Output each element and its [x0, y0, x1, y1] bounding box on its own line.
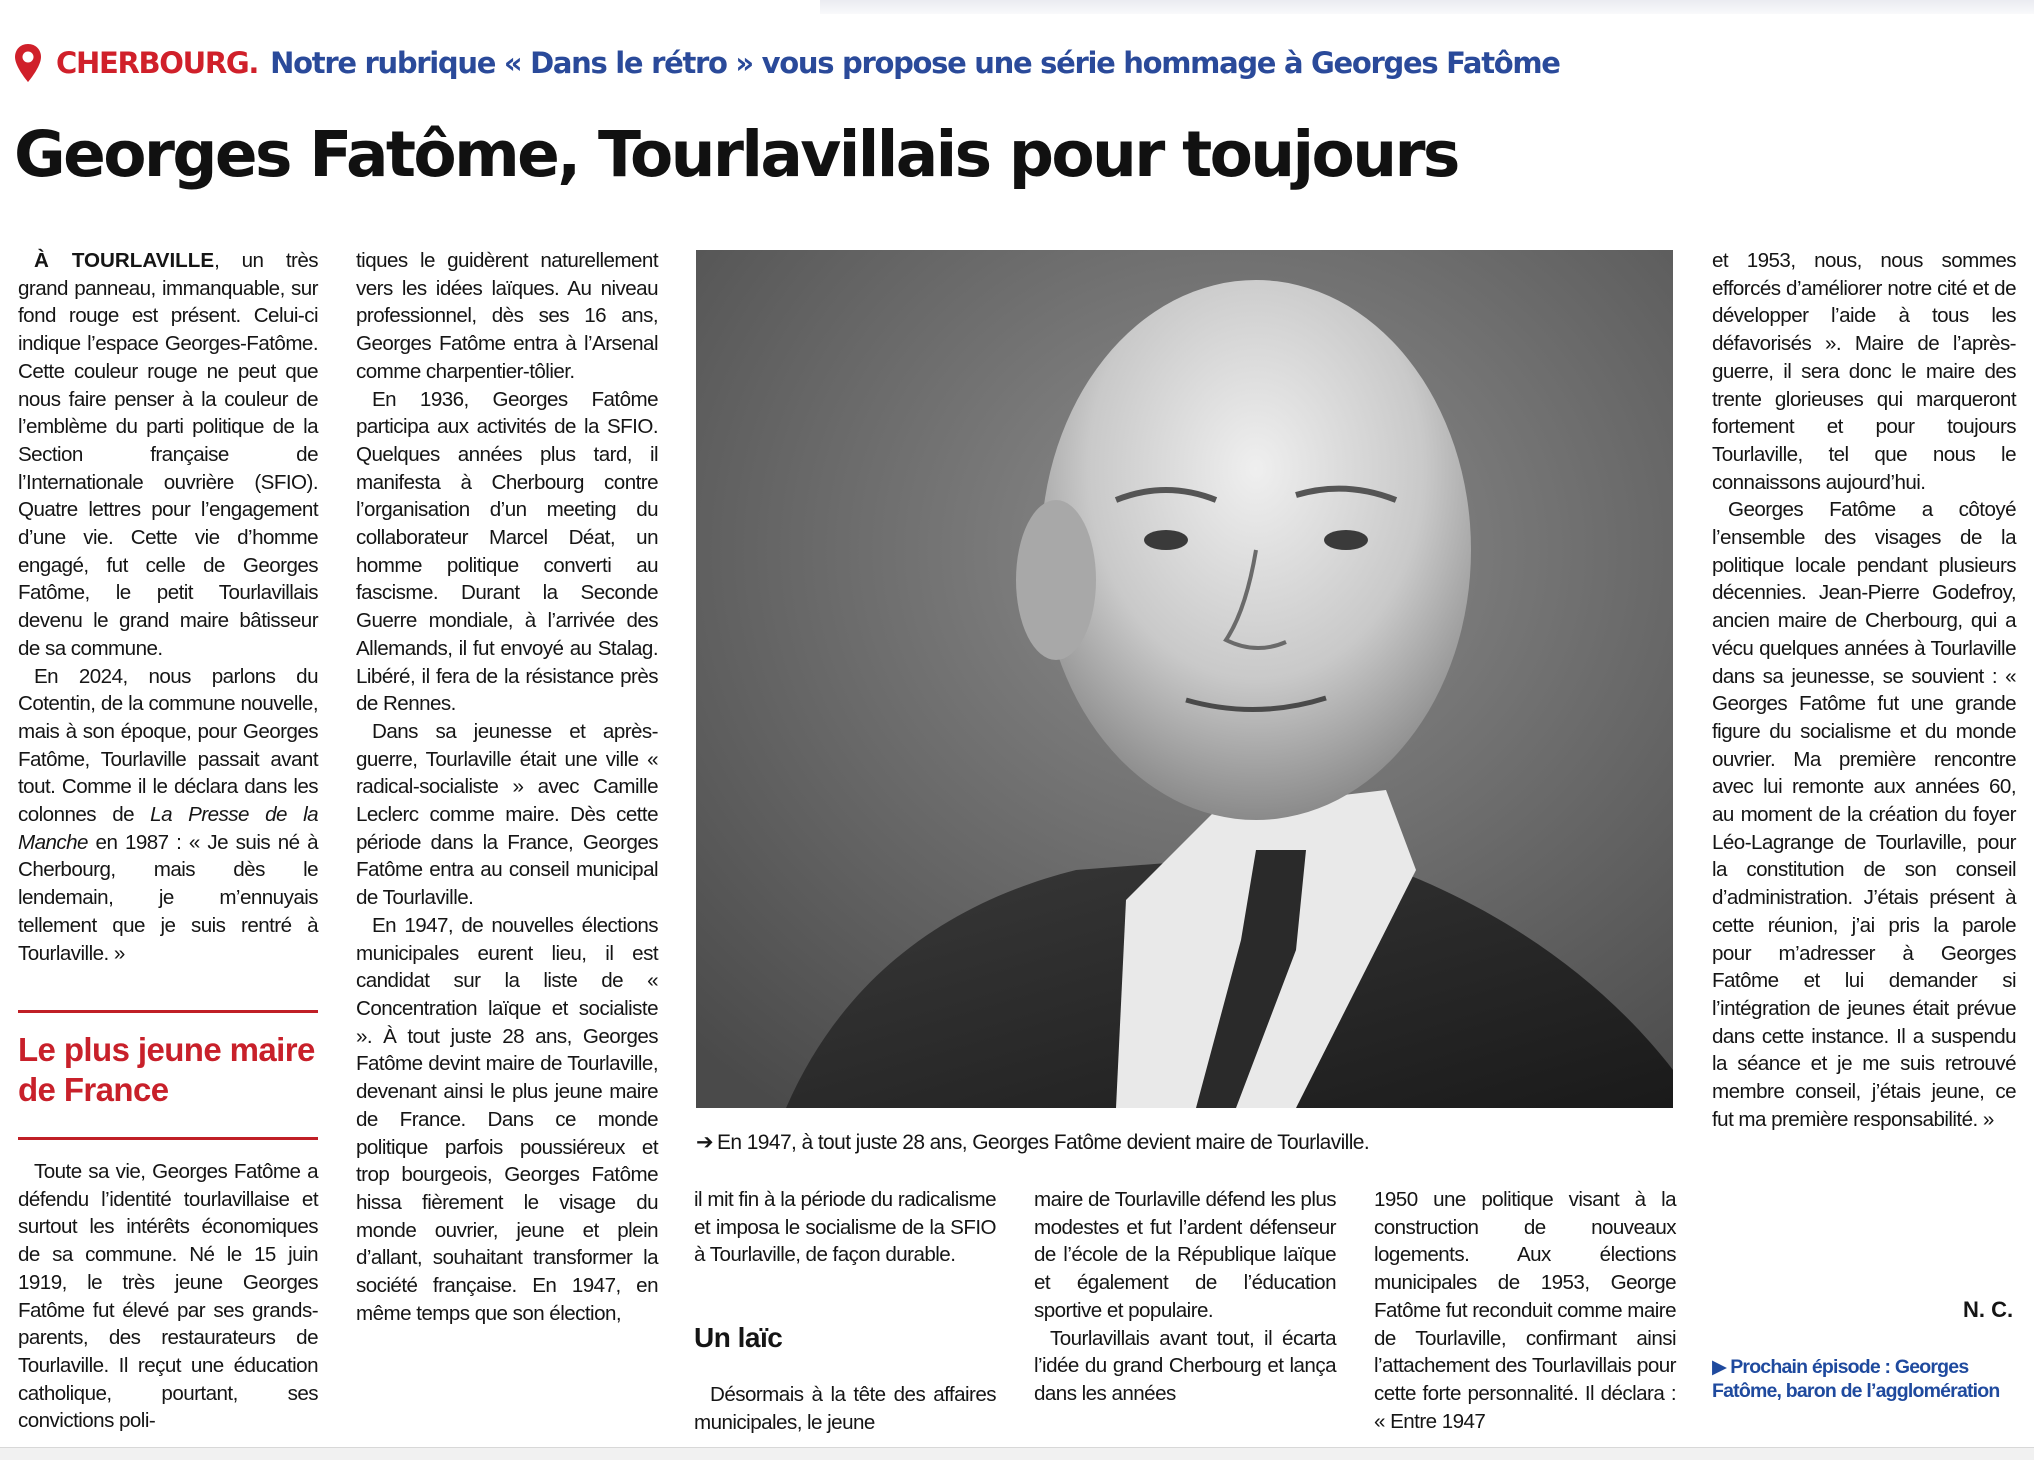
location-pin-icon [14, 43, 42, 83]
paragraph: En 1936, Georges Fatôme participa aux activités de la SFIO. Quelques années plus tard, il manifesta à Cherbourg contre l’organisation d’un meeting du collaborateur Marcel Déat, un homme politique converti au fascisme. Durant la Seconde Guerre mondiale, à l’arrivée des Allemands, il fut envoyé au Stalag. Libéré, il fera de la résistance près de Rennes. [356, 387, 658, 716]
paragraph: Désormais à la tête des affaires municipales, le jeune [694, 1383, 996, 1434]
paragraph [18, 247, 318, 663]
article-column-4 [1034, 1186, 1336, 1408]
paragraph: 1950 une politique visant à la construction de nouveaux logements. Aux élections municipales de 1953, George Fatôme fut reconduit comme maire de Tourlaville, confirmant ainsi l’attachement des Tourlavillais pour cette forte personnalité. Il déclara : « Entre 1947 [1374, 1188, 1676, 1433]
next-episode-text: Prochain épisode : Georges Fatôme, baron de l’agglomération [1712, 1356, 2000, 1402]
arrow-right-icon: ➔ [696, 1131, 713, 1154]
author-signature: N. C. [1963, 1297, 2014, 1322]
paragraph: tiques le guidèrent naturellement vers les idées laïques. Au niveau professionnel, dès ses 16 ans, Georges Fatôme entra à l’Arsenal comme charpentier-tôlier. [356, 249, 658, 383]
article-column-3 [694, 1186, 996, 1269]
paragraph: Tourlavillais avant tout, il écarta l’idée du grand Cherbourg et lança dans les années [1034, 1326, 1336, 1405]
bleed-through-strip [820, 0, 2034, 14]
article-column-1-continued [18, 1158, 318, 1435]
article-column-3-continued [694, 1381, 996, 1436]
paragraph: Dans sa jeunesse et après-guerre, Tourlaville était une ville « radical-socialiste » avec Camille Leclerc comme maire. Dès cette période dans la France, Georges Fatôme entra au conseil municipal de Tourlaville. [356, 719, 658, 910]
paragraph-text: En 2024, nous parlons du Cotentin, de la commune nouvelle, mais à son époque, pour Georges Fatôme, Tourlaville passait avant tout. Comme il le déclara dans les colonnes de [18, 664, 318, 827]
crosshead: Un laïc [694, 1322, 783, 1353]
next-episode-teaser [1712, 1355, 2016, 1403]
article-column-6 [1712, 247, 2016, 1134]
headline: Georges Fatôme, Tourlavillais pour toujours [14, 118, 1458, 191]
bottom-edge-strip [0, 1447, 2034, 1460]
paragraph: Georges Fatôme a côtoyé l’ensemble des visages de la politique locale pendant plusieurs décennies. Jean-Pierre Godefroy, ancien maire de Cherbourg, qui a vécu quelques années à Tourlaville dans sa jeunesse, se souvient : « Georges Fatôme fut une grande figure du socialisme et du monde ouvrier. Ma première rencontre avec lui remonte aux années 60, au moment de la création du foyer Léo-Lagrange de Tourlaville, pour la constitution de son conseil d’administration. J’étais présent à cette réunion, j’ai pris la parole pour m’adresser à Georges Fatôme et lui demander si l’intégration de jeunes était prévue dans cette instance. Il a suspendu la séance et je me suis retrouvé membre conseil, j’étais jeune, ce fut ma première responsabilité. » [1712, 498, 2016, 1131]
subhead-rule-bottom [18, 1137, 318, 1140]
newspaper-title: La Presse de la Manche [18, 803, 318, 854]
paragraph: il mit fin à la période du radicalisme et imposa le socialisme de la SFIO à Tourlaville, de façon durable. [694, 1188, 996, 1267]
portrait-photo [696, 250, 1673, 1108]
kicker-text: Notre rubrique « Dans le rétro » vous propose une série hommage à Georges Fatôme [270, 46, 1560, 80]
photo-caption-text: En 1947, à tout juste 28 ans, Georges Fatôme devient maire de Tourlaville. [717, 1131, 1370, 1154]
kicker-place: CHERBOURG. [56, 46, 259, 80]
article-column-2 [356, 247, 658, 1327]
subhead: Le plus jeune maire de France [18, 1031, 315, 1108]
article-column-1 [18, 247, 318, 967]
triangle-right-icon: ▶ [1712, 1356, 1727, 1378]
paragraph-text: en 1987 : « Je suis né à Cherbourg, mais dès le lendemain, je m’ennuyais tellement que je suis rentré à Tourlaville. » [18, 830, 318, 965]
dateline: À TOURLAVILLE [34, 249, 215, 272]
paragraph: En 1947, de nouvelles élections municipales eurent lieu, il est candidat sur la liste de « Concentration laïque et socialiste ». À tout juste 28 ans, Georges Fatôme devint maire de Tourlaville, devenant ainsi le plus jeune maire de France. Dans ce monde politique parfois poussiéreux et trop bourgeois, Georges Fatôme hissa fièrement le visage du monde ouvrier, jeune et plein d’allant, souhaitant transformer la société française. En 1947, en même temps que son élection, [356, 913, 658, 1325]
paragraph [18, 663, 318, 968]
paragraph-text: , un très grand panneau, immanquable, sur fond rouge est présent. Celui-ci indique l’espace Georges-Fatôme. Cette couleur rouge ne peut que nous faire penser à la couleur de l’emblème du parti politique de la Section française de l’Internationale ouvrière (SFIO). Quatre lettres pour l’engagement d’une vie. Cette vie d’homme engagé, fut celle de Georges Fatôme, le petit Tourlavillais devenu le grand maire bâtisseur de sa commune. [18, 249, 318, 660]
subhead-rule-top [18, 1010, 318, 1013]
paragraph: Toute sa vie, Georges Fatôme a défendu l’identité tourlavillaise et surtout les intérêts économiques de sa commune. Né le 15 juin 1919, le très jeune Georges Fatôme fut élevé par ses grands-parents, des restaurateurs de Tourlaville. Il reçut une éducation catholique, pourtant, ses convictions poli- [18, 1160, 318, 1433]
portrait-illustration [696, 250, 1673, 1108]
article-column-5 [1374, 1186, 1676, 1435]
photo-caption [696, 1130, 1369, 1155]
paragraph: maire de Tourlaville défend les plus modestes et fut l’ardent défenseur de l’école de la République laïque et également de l’éducation sportive et populaire. [1034, 1188, 1336, 1322]
kicker [14, 38, 1560, 88]
paragraph: et 1953, nous, nous sommes efforcés d’améliorer notre cité et de développer l’aide à tous les défavorisés ». Maire de l’après-guerre, il sera donc le maire des trente glorieuses qui marqueront fortement et pour toujours Tourlaville, tel que nous le connaissons aujourd’hui. [1712, 249, 2016, 494]
